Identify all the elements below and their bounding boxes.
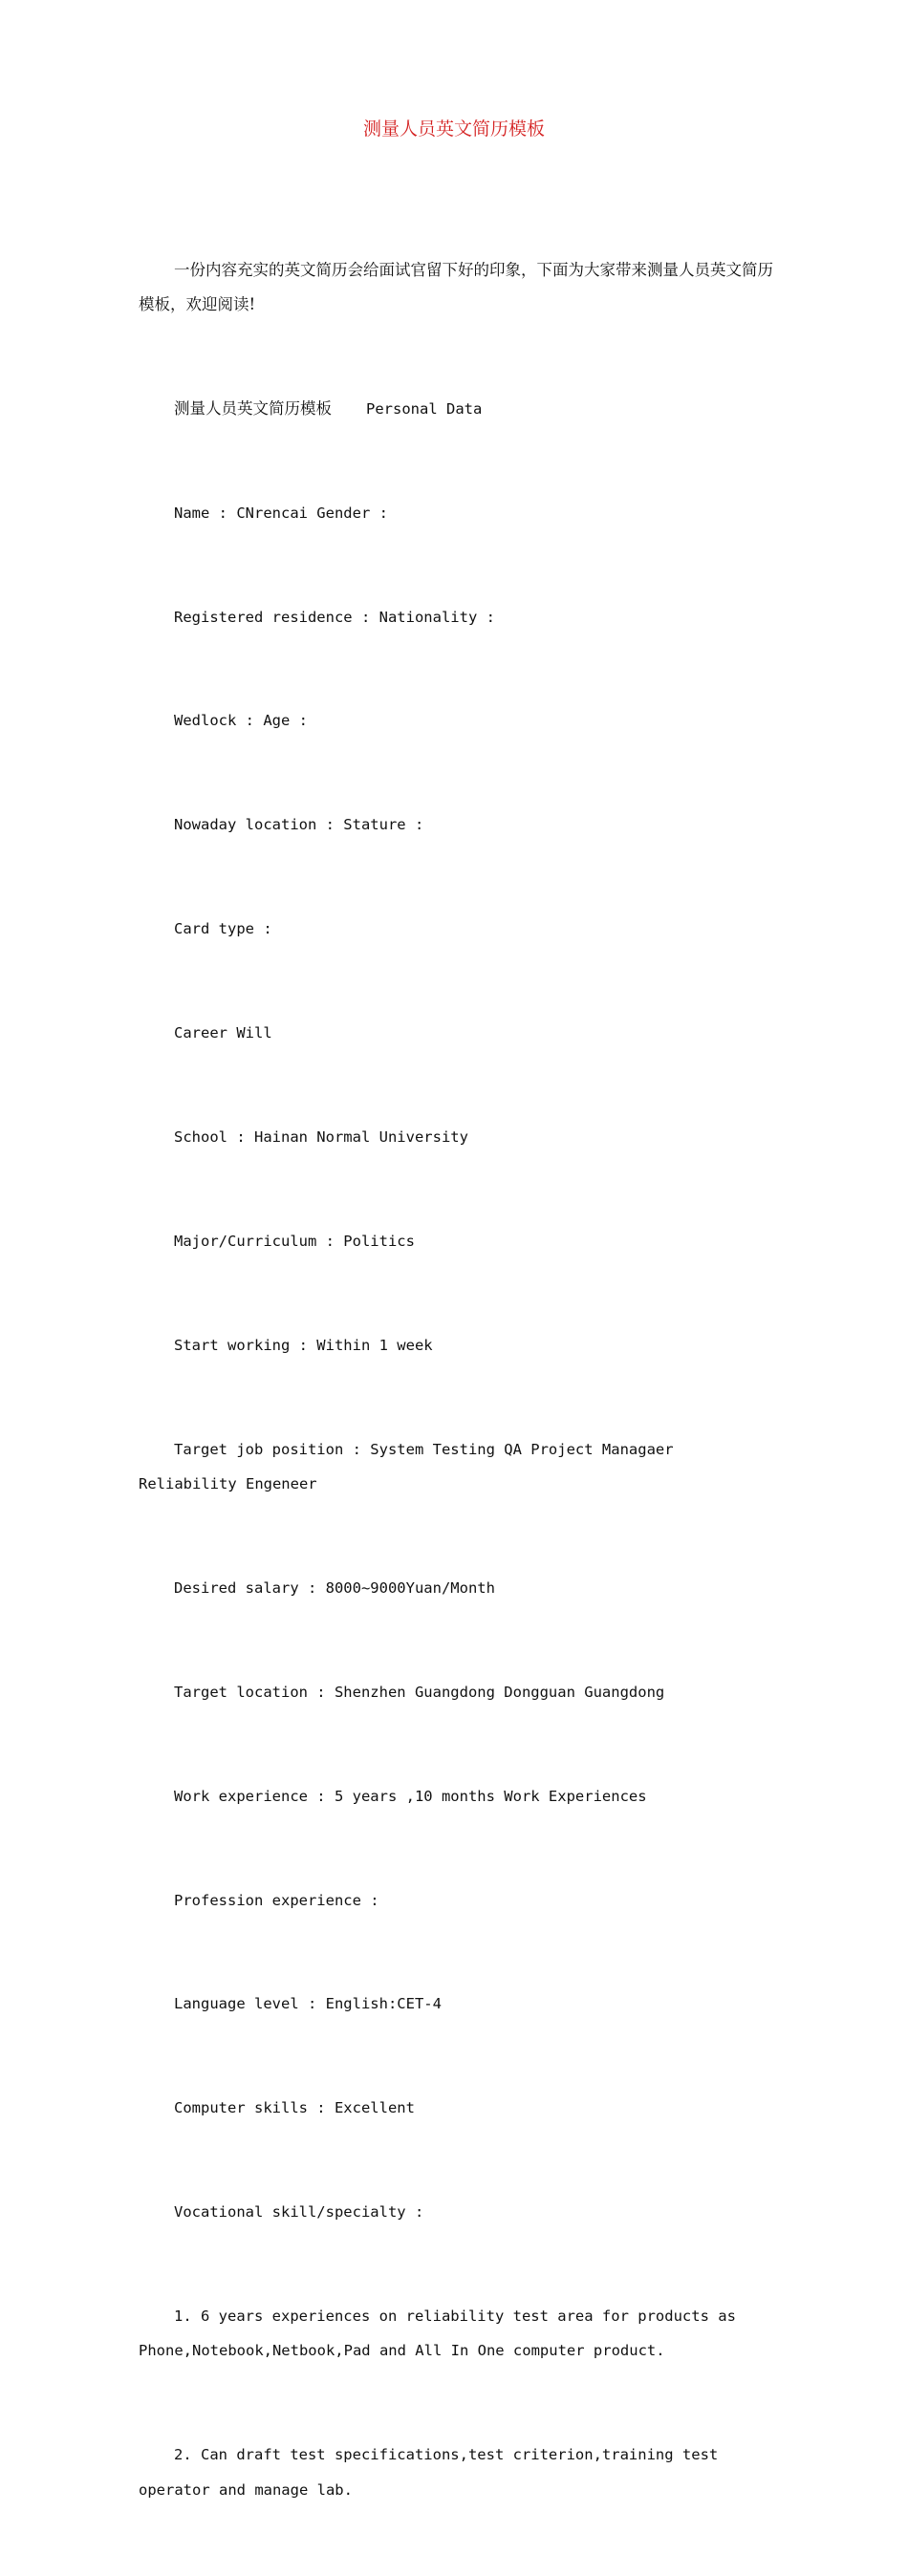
field-vocational-skill: Vocational skill/specialty : <box>174 2203 424 2222</box>
field-target-location: Target location : Shenzhen Guangdong Dongguan Guangdong <box>174 1683 665 1701</box>
field-computer-skills: Computer skills : Excellent <box>174 2099 415 2117</box>
field-name-gender: Name : CNrencai Gender : <box>174 504 388 522</box>
field-start-working: Start working : Within 1 week <box>174 1336 433 1354</box>
field-target-job: Target job position : System Testing QA Project Managaer Reliability Engeneer <box>139 1440 682 1492</box>
field-major: Major/Curriculum : Politics <box>174 1232 415 1250</box>
field-language-level: Language level : English:CET-4 <box>174 1995 442 2013</box>
field-desired-salary: Desired salary : 8000~9000Yuan/Month <box>174 1578 495 1597</box>
intro-paragraph: 一份内容充实的英文简历会给面试官留下好的印象，下面为大家带来测量人员英文简历模板，欢迎阅读! <box>139 260 773 313</box>
skill-item-1: 1. 6 years experiences on reliability test area for products as Phone,Notebook,Netbook,Pad and All In One computer product. <box>139 2308 746 2360</box>
section-heading-cn: 测量人员英文简历模板 <box>174 398 332 418</box>
section-heading <box>139 392 774 426</box>
document-title: 测量人员英文简历模板 <box>362 118 545 140</box>
field-profession-experience: Profession experience : <box>174 1891 379 1909</box>
field-residence-nationality: Registered residence : Nationality : <box>174 608 495 626</box>
field-card-type: Card type : <box>174 920 272 938</box>
field-location-stature: Nowaday location : Stature : <box>174 816 424 834</box>
skill-item-2: 2. Can draft test specifications,test criterion,training test operator and manage lab. <box>139 2446 727 2499</box>
field-work-experience: Work experience : 5 years ,10 months Work Experiences <box>174 1787 647 1805</box>
career-will-heading: Career Will <box>174 1024 272 1042</box>
section-heading-en: Personal Data <box>366 399 483 418</box>
field-school: School : Hainan Normal University <box>174 1128 468 1147</box>
document-body <box>139 183 774 2576</box>
field-wedlock-age: Wedlock : Age : <box>174 712 308 730</box>
